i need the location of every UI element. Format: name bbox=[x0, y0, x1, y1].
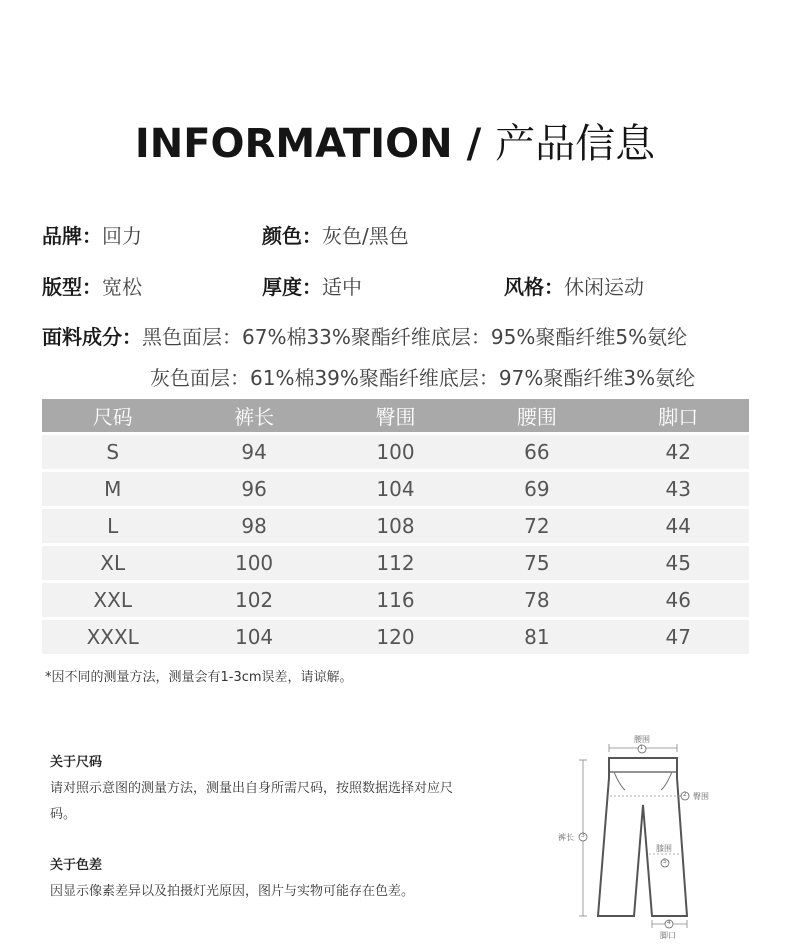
measurement-note: *因不同的测量方法，测量会有1-3cm误差，请谅解。 bbox=[45, 670, 353, 685]
table-cell: 96 bbox=[183, 472, 324, 506]
brand-value: 回力 bbox=[102, 224, 142, 248]
table-cell: 42 bbox=[608, 435, 749, 469]
table-row bbox=[42, 620, 749, 654]
table-row bbox=[42, 435, 749, 469]
title-separator: / bbox=[452, 121, 496, 167]
table-cell: L bbox=[42, 509, 183, 543]
size-table bbox=[42, 396, 749, 657]
table-row bbox=[42, 509, 749, 543]
fabric-info bbox=[42, 321, 687, 350]
color-value: 灰色/黑色 bbox=[322, 224, 409, 248]
header-hem: 脚口 bbox=[608, 399, 749, 432]
table-cell: 81 bbox=[466, 620, 607, 654]
table-cell: 104 bbox=[325, 472, 466, 506]
knee-label: 膝围 bbox=[656, 844, 672, 853]
thickness-key: 厚度： bbox=[262, 275, 322, 299]
table-row bbox=[42, 583, 749, 617]
table-cell: XL bbox=[42, 546, 183, 580]
fabric-line-1: 黑色面层：67%棉33%聚酯纤维底层：95%聚酯纤维5%氨纶 bbox=[142, 325, 688, 349]
table-cell: 66 bbox=[466, 435, 607, 469]
header-size: 尺码 bbox=[42, 399, 183, 432]
title-cn: 产品信息 bbox=[495, 121, 656, 167]
knee-number: 5 bbox=[663, 858, 667, 865]
header-length: 裤长 bbox=[183, 399, 324, 432]
table-cell: XXXL bbox=[42, 620, 183, 654]
about-color-text: 因显示像素差异以及拍摄灯光原因，图片与实物可能存在色差。 bbox=[50, 884, 415, 899]
table-cell: 78 bbox=[466, 583, 607, 617]
fabric-key: 面料成分： bbox=[42, 325, 142, 349]
table-cell: 72 bbox=[466, 509, 607, 543]
brand-info bbox=[42, 220, 142, 249]
color-info bbox=[262, 220, 409, 249]
color-key: 颜色： bbox=[262, 224, 322, 248]
table-cell: 98 bbox=[183, 509, 324, 543]
table-cell: 46 bbox=[608, 583, 749, 617]
title-en: INFORMATION bbox=[134, 121, 453, 167]
waist-number: 1 bbox=[639, 744, 644, 751]
table-cell: 108 bbox=[325, 509, 466, 543]
table-cell: XXL bbox=[42, 583, 183, 617]
table-cell: 116 bbox=[325, 583, 466, 617]
style-value: 休闲运动 bbox=[564, 275, 644, 299]
brand-key: 品牌： bbox=[42, 224, 102, 248]
length-number: 3 bbox=[581, 832, 585, 839]
header-waist: 腰围 bbox=[466, 399, 607, 432]
fit-value: 宽松 bbox=[102, 275, 142, 299]
table-cell: 44 bbox=[608, 509, 749, 543]
page-title bbox=[0, 112, 790, 169]
table-row bbox=[42, 546, 749, 580]
table-cell: 100 bbox=[325, 435, 466, 469]
pants-outline-icon bbox=[550, 730, 730, 945]
waist-label: 腰围 bbox=[634, 735, 650, 744]
about-size-text: 请对照示意图的测量方法，测量出自身所需尺码，按照数据选择对应尺码。 bbox=[50, 781, 454, 822]
fabric-info-2 bbox=[150, 362, 695, 391]
table-cell: 69 bbox=[466, 472, 607, 506]
table-cell: 45 bbox=[608, 546, 749, 580]
table-cell: 112 bbox=[325, 546, 466, 580]
fabric-line-2: 灰色面层：61%棉39%聚酯纤维底层：97%聚酯纤维3%氨纶 bbox=[150, 366, 696, 390]
table-row bbox=[42, 472, 749, 506]
table-cell: 104 bbox=[183, 620, 324, 654]
about-color-title: 关于色差 bbox=[50, 858, 103, 873]
table-cell: 94 bbox=[183, 435, 324, 469]
table-cell: S bbox=[42, 435, 183, 469]
table-cell: 47 bbox=[608, 620, 749, 654]
table-cell: 75 bbox=[466, 546, 607, 580]
hip-number: 2 bbox=[683, 791, 687, 798]
header-hip: 臀围 bbox=[325, 399, 466, 432]
thickness-value: 适中 bbox=[322, 275, 362, 299]
size-table-header bbox=[42, 399, 749, 432]
table-cell: 43 bbox=[608, 472, 749, 506]
fit-key: 版型： bbox=[42, 275, 102, 299]
table-cell: 102 bbox=[183, 583, 324, 617]
about-size-title: 关于尺码 bbox=[50, 755, 103, 770]
style-info bbox=[504, 271, 644, 300]
style-key: 风格： bbox=[504, 275, 564, 299]
thickness-info bbox=[262, 271, 362, 300]
hip-label: 臀围 bbox=[693, 792, 709, 801]
hem-label: 脚口 bbox=[660, 931, 676, 940]
length-label: 裤长 bbox=[558, 833, 574, 842]
fit-info bbox=[42, 271, 142, 300]
table-cell: M bbox=[42, 472, 183, 506]
table-cell: 120 bbox=[325, 620, 466, 654]
table-cell: 100 bbox=[183, 546, 324, 580]
pants-measurement-diagram bbox=[550, 730, 730, 945]
hem-number: 4 bbox=[667, 919, 671, 926]
